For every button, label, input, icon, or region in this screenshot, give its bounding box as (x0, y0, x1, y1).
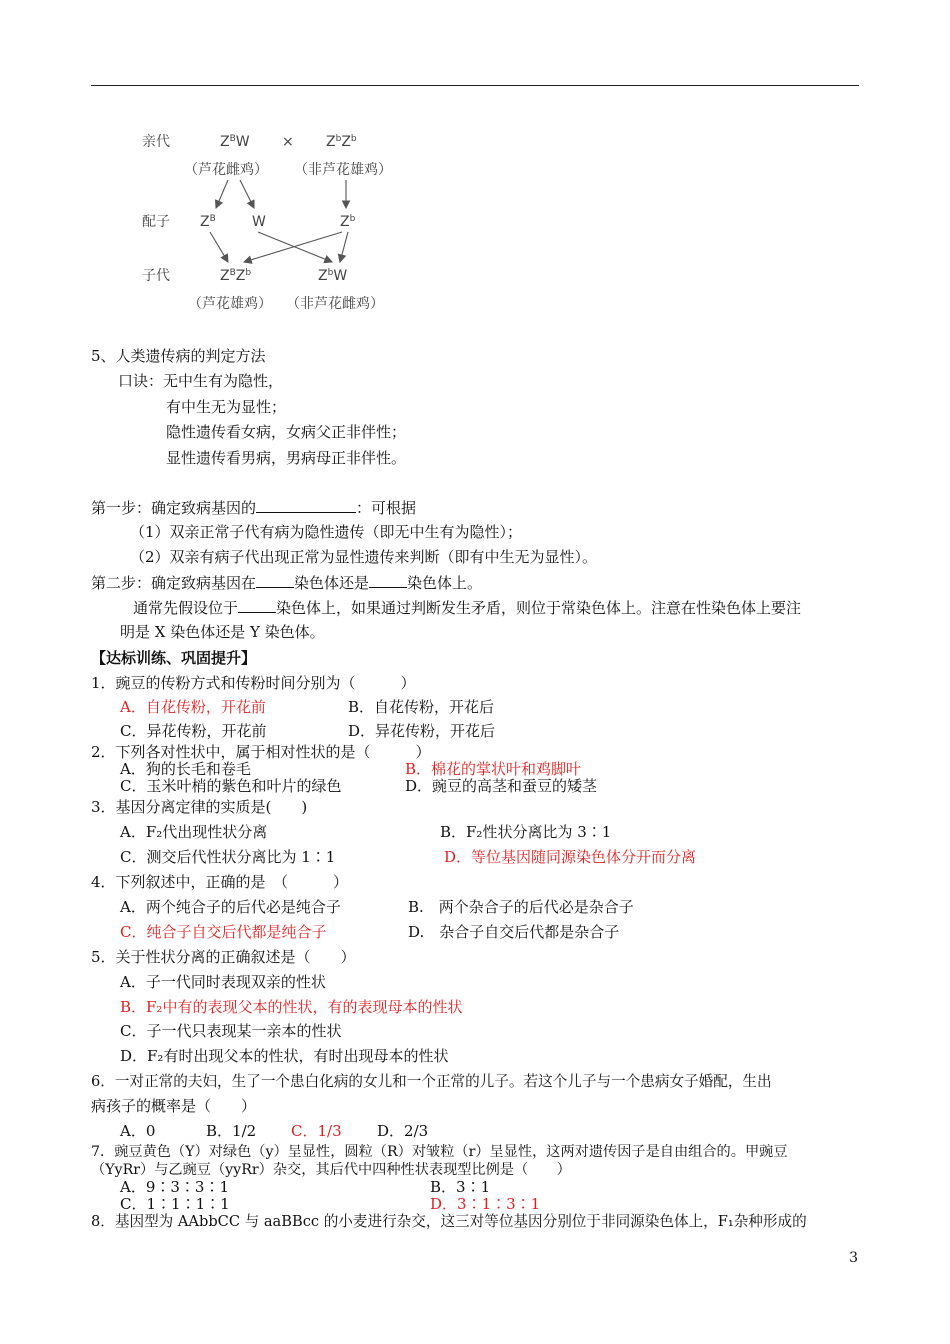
child1-phenotype: （芦花雄鸡） (188, 296, 272, 312)
gamete-zb-recessive: $Z^b$ (340, 214, 356, 230)
q4-stem: 4．下列叙述中，正确的是 （ ） (91, 873, 349, 891)
q4-option-b: B. 两个杂合子的后代必是杂合子 (408, 898, 634, 916)
page-number: 3 (849, 1250, 858, 1266)
father-genotype: $Z^bZ^b$ (326, 134, 357, 150)
gamete-label: 配子 (142, 214, 170, 230)
step1-blank[interactable] (256, 497, 356, 513)
cross-sign: × (282, 134, 294, 150)
q6-option-c: C．1/3 (291, 1122, 342, 1140)
q1-stem: 1．豌豆的传粉方式和传粉时间分别为（ ） (91, 674, 416, 692)
gamete-w: W (252, 214, 266, 230)
q6-option-b: B．1/2 (206, 1122, 257, 1140)
q2-option-a: A．狗的长毛和卷毛 (120, 760, 251, 778)
q4-option-c: C．纯合子自交后代都是纯合子 (120, 923, 327, 941)
q1-option-d: D．异花传粉，开花后 (348, 722, 496, 740)
note-line-2: 明是 X 染色体还是 Y 染色体。 (120, 623, 325, 641)
q3-stem: 3．基因分离定律的实质是( ) (91, 798, 308, 816)
q1-option-c: C．异花传粉，开花前 (120, 722, 267, 740)
q3-option-d: D．等位基因随同源染色体分开而分离 (444, 848, 697, 866)
q5-option-c: C．子一代只表现某一亲本的性状 (120, 1022, 342, 1040)
rhyme-line-2: 有中生无为显性； (166, 398, 287, 416)
q8-stem: 8．基因型为 AAbbCC 与 aaBBcc 的小麦进行杂交，这三对等位基因分别位于非同源染色体上，F₁杂种形成的 (91, 1213, 807, 1230)
q7-option-c: C．1∶1∶1∶1 (120, 1195, 230, 1213)
step1-item-2: （2）双亲有病子代出现正常为显性遗传来判断（即有中生无为显性）。 (130, 548, 598, 566)
q4-option-a: A．两个纯合子的后代必是纯合子 (120, 898, 341, 916)
training-header: 【达标训练、巩固提升】 (91, 649, 257, 667)
q7-option-b: B．3∶1 (430, 1178, 491, 1196)
q5-stem: 5．关于性状分离的正确叙述是（ ） (91, 948, 356, 966)
q5-option-a: A．子一代同时表现双亲的性状 (120, 973, 326, 991)
header-rule (91, 85, 859, 86)
mother-genotype: $Z^BW$ (220, 134, 250, 150)
q6-stem-line-2: 病孩子的概率是（ ） (91, 1097, 257, 1115)
q3-option-a: A．F₂代出现性状分离 (120, 823, 268, 841)
q5-option-b: B．F₂中有的表现父本的性状，有的表现母本的性状 (120, 998, 463, 1016)
q2-option-b: B．棉花的掌状叶和鸡脚叶 (405, 760, 582, 778)
q7-stem-line-1: 7．豌豆黄色（Y）对绿色（y）呈显性，圆粒（R）对皱粒（r）呈显性，这两对遗传因子是自由组合的。甲豌豆 (91, 1144, 788, 1160)
offspring-label: 子代 (142, 268, 170, 284)
step2-blank-1[interactable] (256, 572, 294, 588)
q5-option-d: D．F₂有时出现父本的性状，有时出现母本的性状 (120, 1047, 449, 1065)
father-phenotype: （非芦花雄鸡） (294, 162, 392, 178)
gamete-zb-dominant: $Z^B$ (200, 214, 216, 230)
rhyme-line-4: 显性遗传看男病，男病母正非伴性。 (166, 449, 407, 467)
mother-phenotype: （芦花雌鸡） (184, 162, 268, 178)
step2-blank-2[interactable] (369, 572, 407, 588)
section5-title: 5、人类遗传病的判定方法 (91, 347, 266, 365)
q7-stem-line-2: （YyRr）与乙豌豆（yyRr）杂交，其后代中四种性状表现型比例是（ ） (91, 1162, 571, 1178)
q2-option-d: D．豌豆的高茎和蚕豆的矮茎 (405, 777, 598, 795)
q4-option-d: D. 杂合子自交后代都是杂合子 (408, 923, 620, 941)
sex-linked-cross-diagram (136, 128, 426, 318)
q1-option-b: B．自花传粉，开花后 (348, 698, 495, 716)
parent-generation-label: 亲代 (142, 134, 170, 150)
child1-genotype: $Z^BZ^b$ (220, 268, 252, 284)
child2-phenotype: （非芦花雌鸡） (286, 296, 384, 312)
q3-option-c: C．测交后代性状分离比为 1∶1 (120, 848, 336, 866)
note-blank[interactable] (238, 597, 276, 613)
step1-line: 第一步：确定致病基因的 ：可根据 (91, 499, 417, 517)
note-line-1: 通常先假设位于 染色体上，如果通过判断发生矛盾，则位于常染色体上。注意在性染色体上要注 (133, 599, 802, 617)
q3-option-b: B．F₂性状分离比为 3∶1 (440, 823, 612, 841)
q7-option-d: D．3∶1∶3∶1 (430, 1195, 541, 1213)
rhyme-line-1: 口诀：无中生有为隐性， (118, 372, 284, 390)
rhyme-line-3: 隐性遗传看女病，女病父正非伴性； (166, 423, 407, 441)
q6-option-a: A．0 (120, 1122, 156, 1140)
q6-stem-line-1: 6．一对正常的夫妇，生了一个患白化病的女儿和一个正常的儿子。若这个儿子与一个患病女子婚配，生出 (91, 1073, 772, 1090)
q1-option-a: A．自花传粉，开花前 (120, 698, 266, 716)
q2-option-c: C．玉米叶梢的紫色和叶片的绿色 (120, 777, 342, 795)
child2-genotype: $Z^bW$ (318, 268, 348, 284)
q7-option-a: A．9∶3∶3∶1 (120, 1178, 230, 1196)
step1-item-1: （1）双亲正常子代有病为隐性遗传（即无中生有为隐性）； (130, 523, 523, 541)
q6-option-d: D．2/3 (377, 1122, 429, 1140)
q2-stem: 2．下列各对性状中，属于相对性状的是（ ） (91, 743, 431, 761)
step2-line: 第二步：确定致病基因在 染色体还是 染色体上。 (91, 574, 483, 592)
